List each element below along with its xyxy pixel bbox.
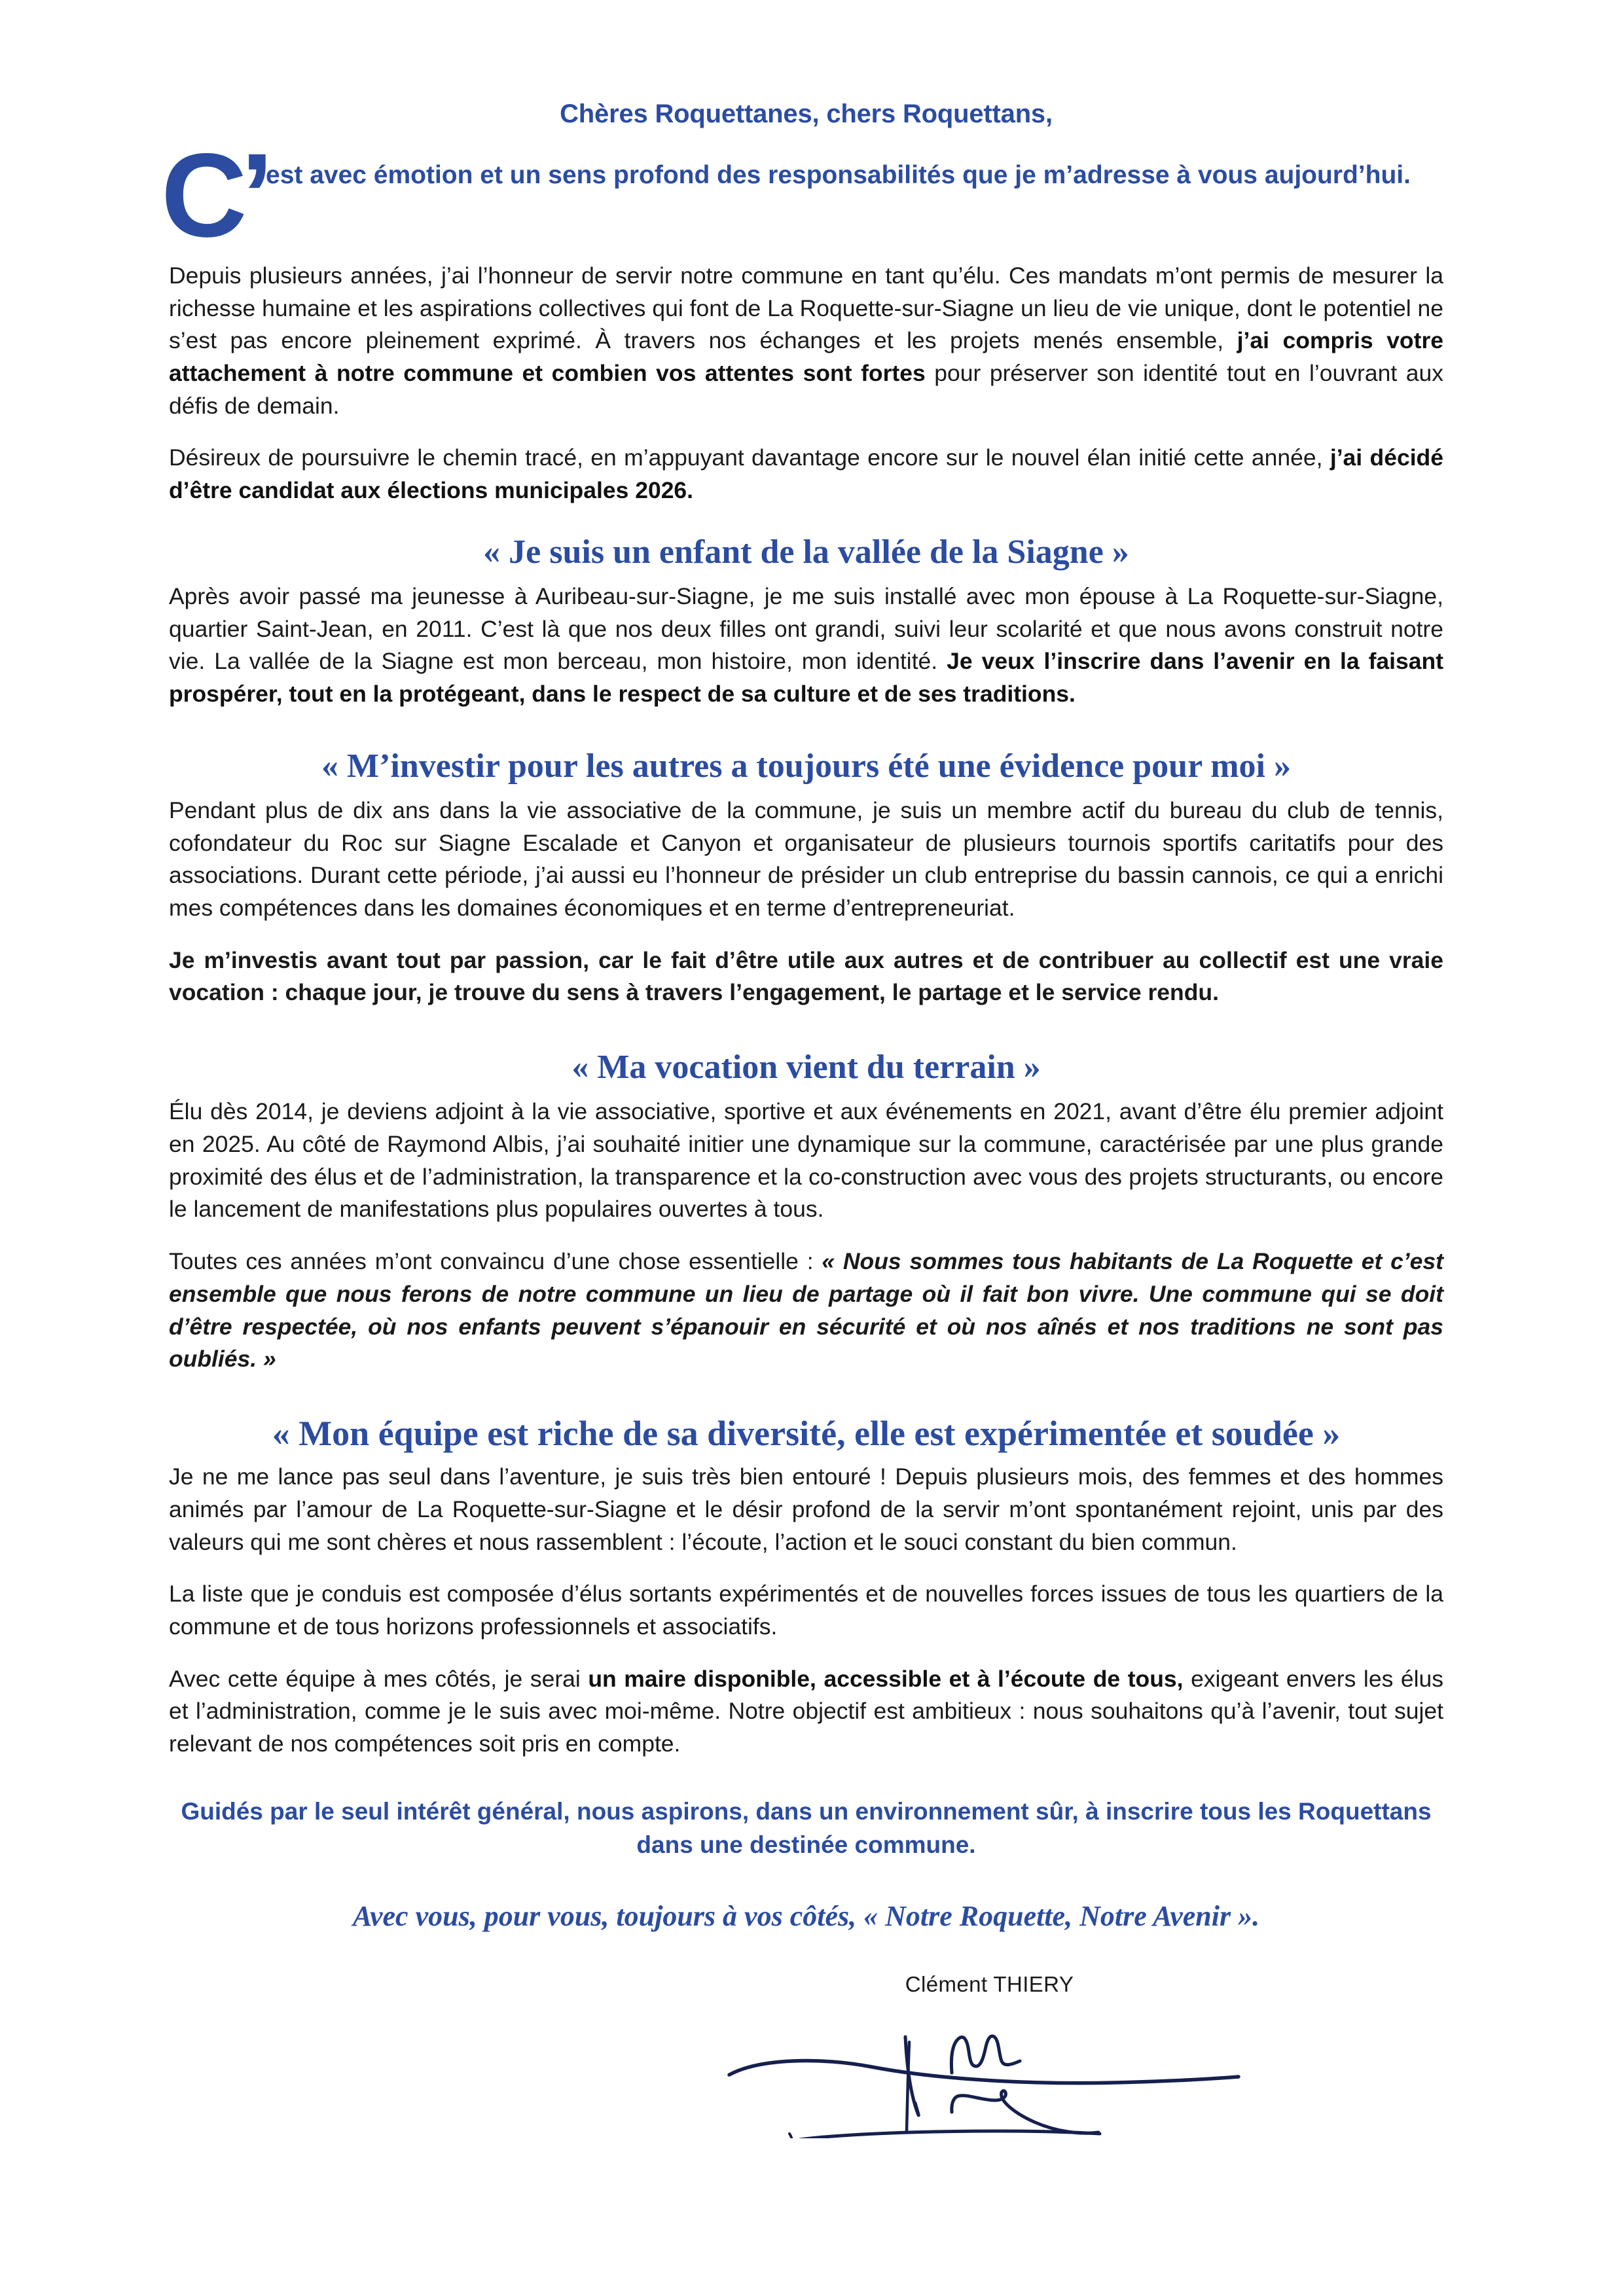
document-content — [161, 0, 1443, 2142]
intro-p2-bold: j’ai décidé d’être candidat aux élections municipales 2026. — [169, 444, 1443, 504]
salutation-heading: Chères Roquettanes, chers Roquettans, — [560, 99, 1053, 128]
lead-paragraph: est avec émotion et un sens profond des responsabilités que je m’adresse à vous aujourd’hui. — [266, 161, 1411, 189]
section-1-text: Après avoir passé ma jeunesse à Auribeau-sur-Siagne, je me suis installé avec mon épouse à La Roquette-sur-Siagne, quartier Saint-Jean, en 2011. C’est là que nos deux filles ont grandi, suivi leur scolarité et que nous avons construit notre vie. La vallée de la Siagne est mon berceau, mon histoire, mon identité. — [169, 583, 1443, 675]
section-1-bold: Je veux l’inscrire dans l’avenir en la faisant prospérer, tout en la protégeant, dans le respect de sa culture et de ses traditions. — [169, 648, 1443, 708]
lead-block — [161, 128, 1443, 262]
handwritten-signature-icon — [535, 2001, 1443, 2142]
section-4-text-b: exigeant envers les élus et l’administration, comme je le suis avec moi-même. Notre objectif est ambitieux : nous souhaitons qu’à l’avenir, tout sujet relevant de nos compétences soit pris en compte. — [169, 1665, 1443, 1757]
intro-p1-text-a: Depuis plusieurs années, j’ai l’honneur de servir notre commune en tant qu’élu. Ces mandats m’ont permis de mesurer la richesse humaine et les aspirations collectives qui font de La Roquette-sur-Siagne un lieu de vie unique, dont le potentiel ne s’est pas encore pleinement exprimé. À travers nos échanges et les projets menés ensemble, — [169, 262, 1443, 354]
section-4-paragraph-2: La liste que je conduis est composée d’élus sortants expérimentés et de nouvelles forces issues de tous les quartiers de la commune et de tous horizons professionnels et associatifs. — [169, 1581, 1443, 1640]
section-3-paragraph-2 — [169, 1246, 1443, 1376]
section-1-paragraph — [169, 581, 1443, 711]
section-4-bold: un maire disponible, accessible et à l’écoute de tous, — [588, 1665, 1184, 1692]
section-3-quote: « Nous sommes tous habitants de La Roquette et c’est ensemble que nous ferons de notre commune un lieu de partage où il fait bon vivre. Une commune qui se doit d’être respectée, où nos enfants peuvent s’épanouir en sécurité et où nos aînés et nos traditions ne sont pas oubliés. » — [169, 1248, 1443, 1372]
intro-paragraph-2 — [169, 442, 1443, 507]
section-heading-vocation-terrain: « Ma vocation vient du terrain » — [571, 1049, 1041, 1086]
section-3-text: Toutes ces années m’ont convaincu d’une chose essentielle : — [169, 1248, 822, 1275]
signature-block — [169, 1972, 1443, 2142]
signature-name: Clément THIERY — [905, 1971, 1074, 1996]
section-3-paragraph-1: Élu dès 2014, je deviens adjoint à la vie associative, sportive et aux événements en 2021, avant d’être élu premier adjoint en 2025. Au côté de Raymond Albis, j’ai souhaité initier une dynamique sur la commune, caractérisée par une plus grande proximité des élus et de l’administration, la transparence et la co-construction avec vous des projets structurants, ou encore le lancement de manifestations plus populaires ouvertes à tous. — [169, 1098, 1443, 1223]
intro-paragraph-1 — [169, 260, 1443, 422]
intro-p2-text-a: Désireux de poursuivre le chemin tracé, en m’appuyant davantage encore sur le nouvel élan initié cette année, — [169, 444, 1330, 471]
closing-slogan: Avec vous, pour vous, toujours à vos côtés, « Notre Roquette, Notre Avenir ». — [352, 1899, 1260, 1932]
section-heading-enfant-vallee: « Je suis un enfant de la vallée de la Siagne » — [483, 533, 1129, 571]
section-4-paragraph-1: Je ne me lance pas seul dans l’aventure, je suis très bien entouré ! Depuis plusieurs mois, des femmes et des hommes animés par l’amour de La Roquette-sur-Siagne et le désir profond de la servir m’ont spontanément rejoint, unis par des valeurs qui me sont chères et nous rassemblent : l’écoute, l’action et le souci constant du bien commun. — [169, 1463, 1443, 1555]
intro-p1-text-b: pour préserver son identité tout en l’ouvrant aux défis de demain. — [169, 360, 1443, 419]
section-4-paragraph-3 — [169, 1663, 1443, 1761]
section-2-paragraph-2-bold: Je m’investis avant tout par passion, car le fait d’être utile aux autres et de contribuer au collectif est une vraie vocation : chaque jour, je trouve du sens à travers l’engagement, le partage et le service rendu. — [169, 946, 1443, 1006]
section-heading-minvestir: « M’investir pour les autres a toujours été une évidence pour moi » — [321, 747, 1291, 785]
intro-p1-bold: j’ai compris votre attachement à notre commune et combien vos attentes sont fortes — [169, 327, 1443, 387]
closing-statement: Guidés par le seul intérêt général, nous aspirons, dans un environnement sûr, à inscrire tous les Roquettans dans une destinée commune. — [181, 1797, 1432, 1858]
section-2-paragraph-1: Pendant plus de dix ans dans la vie associative de la commune, je suis un membre actif du bureau du club de tennis, cofondateur du Roc sur Siagne Escalade et Canyon et organisateur de plusieurs tournois sportifs caritatifs pour des associations. Durant cette période, j’ai aussi eu l’honneur de présider un club entreprise du bassin cannois, ce qui a enrichi mes compétences dans les domaines économiques et en terme d’entrepreneuriat. — [169, 797, 1443, 922]
section-4-text-a: Avec cette équipe à mes côtés, je serai — [169, 1665, 588, 1692]
drop-cap-letter: C’ — [161, 128, 267, 262]
section-heading-mon-equipe: « Mon équipe est riche de sa diversité, elle est expérimentée et soudée » — [272, 1413, 1341, 1453]
